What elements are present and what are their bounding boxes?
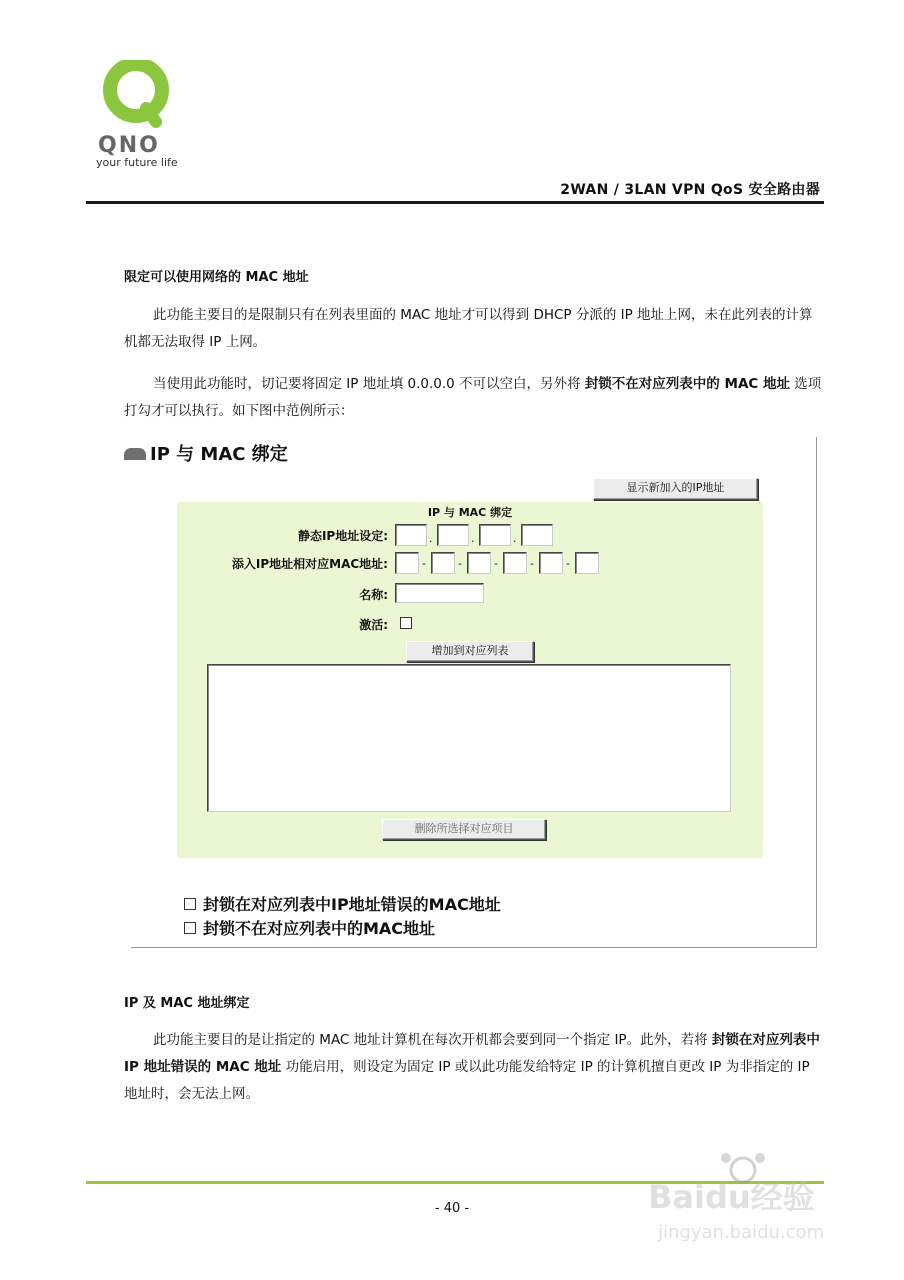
mac-octet-1-input[interactable]: [395, 552, 419, 574]
binding-emphasis: 封锁在对应列表中 IP 地址错误的 MAC 地址: [124, 1032, 820, 1075]
block-wrong-ip-label: 封锁在对应列表中IP地址错误的MAC地址: [203, 895, 501, 914]
mac-octet-2-input[interactable]: [431, 552, 455, 574]
binding-list[interactable]: [207, 664, 731, 812]
enable-label: 激活:: [359, 618, 388, 632]
binding-text-c: 功能启用，则设定为固定 IP 或以此功能发给特定 IP 的计算机擅自更改 IP 为非指定的 IP 地址时，会无法上网。: [124, 1059, 810, 1102]
block-unlisted-mac-label: 封锁不在对应列表中的MAC地址: [203, 919, 436, 938]
panel-heading: [124, 440, 288, 466]
qno-logo: [94, 60, 194, 172]
header-divider: [86, 201, 824, 204]
delete-selected-button[interactable]: 删除所选择对应项目: [382, 819, 546, 840]
name-input[interactable]: [395, 583, 484, 603]
document-header-title: 2WAN / 3LAN VPN QoS 安全路由器: [560, 182, 820, 198]
panel-heading-text: IP 与 MAC 绑定: [150, 444, 288, 465]
paragraph-mac-restrict: 此功能主要目的是限制只有在列表里面的 MAC 地址才可以得到 DHCP 分派的 IP 地址上网，未在此列表的计算机都无法取得 IP 上网。: [124, 307, 813, 350]
section-title-ip-mac-binding: IP 及 MAC 地址绑定: [124, 996, 250, 1011]
section-title-mac-restrict: 限定可以使用网络的 MAC 地址: [124, 270, 309, 285]
ip-octet-2-input[interactable]: [437, 524, 469, 546]
binding-text-a: 此功能主要目的是让指定的 MAC 地址计算机在每次开机都会要到同一个指定 IP。此外，若将: [153, 1032, 712, 1048]
mac-octet-3-input[interactable]: [467, 552, 491, 574]
usage-note-text-a: 当使用此功能时，切记要将固定 IP 地址填 0.0.0.0 不可以空白，另外将: [153, 376, 585, 392]
add-to-list-button[interactable]: 增加到对应列表: [406, 641, 534, 662]
paragraph-usage-note: [124, 371, 824, 425]
block-unlisted-mac-checkbox[interactable]: [184, 922, 196, 934]
mac-octet-4-input[interactable]: [503, 552, 527, 574]
show-new-ip-button[interactable]: 显示新加入的IP地址: [593, 478, 758, 500]
page-number: - 40 -: [434, 1201, 470, 1216]
qno-logo-graphic: [94, 60, 194, 172]
name-label: 名称:: [359, 588, 388, 602]
baidu-watermark: [640, 1150, 840, 1250]
watermark-url: jingyan.baidu.com: [658, 1222, 825, 1243]
watermark-text: Baidu经验: [648, 1178, 815, 1216]
mac-octet-6-input[interactable]: [575, 552, 599, 574]
ip-octet-1-input[interactable]: [395, 524, 427, 546]
usage-note-text-c: 选项打勾才可以执行。如下图中范例所示：: [124, 376, 822, 419]
folder-tab-icon: [124, 448, 146, 460]
enable-checkbox[interactable]: [400, 617, 412, 629]
ip-octet-4-input[interactable]: [521, 524, 553, 546]
usage-note-emphasis: 封锁不在对应列表中的 MAC 地址: [584, 376, 791, 392]
paragraph-ip-mac-binding: [124, 1027, 824, 1108]
mac-octet-5-input[interactable]: [539, 552, 563, 574]
form-title: IP 与 MAC 绑定: [427, 506, 513, 519]
brand-text: QNO: [98, 133, 160, 158]
block-wrong-ip-checkbox[interactable]: [184, 898, 196, 910]
mac-address-label: 添入IP地址相对应MAC地址:: [231, 557, 388, 571]
tagline-text: your future life: [96, 156, 178, 169]
ip-octet-3-input[interactable]: [479, 524, 511, 546]
static-ip-label: 静态IP地址设定:: [297, 529, 388, 543]
